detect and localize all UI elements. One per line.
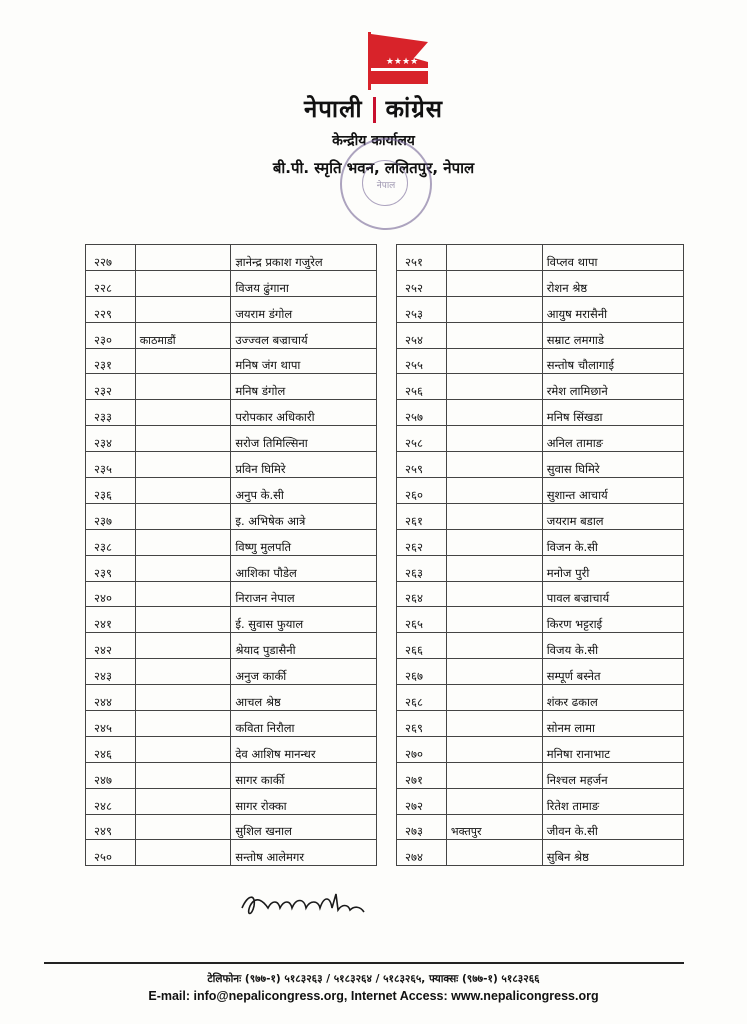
footer-divider [44,962,684,964]
row-number: २६२ [397,529,447,555]
row-number: २७१ [397,762,447,788]
district-cell [135,685,231,711]
row-number: २६७ [397,659,447,685]
member-name: विष्णु मुलपति [231,529,377,555]
row-number: २२८ [86,270,136,296]
district-cell [135,762,231,788]
district-cell [446,270,542,296]
member-name: निराजन नेपाल [231,581,377,607]
member-name: रितेश तामाङ [542,788,683,814]
table-row [86,607,377,633]
table-row [397,555,684,581]
member-name: अनिल तामाङ [542,426,683,452]
district-cell [135,529,231,555]
svg-text:★★★★: ★★★★ [385,57,419,67]
district-cell [446,503,542,529]
table-row [86,711,377,737]
district-cell [446,762,542,788]
table-row [397,270,684,296]
row-number: २६१ [397,503,447,529]
district-cell [135,633,231,659]
district-cell [135,711,231,737]
district-cell [446,633,542,659]
table-row [397,685,684,711]
member-name: पावल बज्राचार्य [542,581,683,607]
row-number: २७३ [397,814,447,840]
district-cell [135,400,231,426]
table-row [397,736,684,762]
member-name: अनुप के.सी [231,478,377,504]
member-name: अनुज कार्की [231,659,377,685]
member-name: आशिका पौडेल [231,555,377,581]
row-number: २७२ [397,788,447,814]
row-number: २५६ [397,374,447,400]
row-number: २३५ [86,452,136,478]
member-name: आयुष मरासैनी [542,296,683,322]
row-number: २५३ [397,296,447,322]
office-address: बी.पी. स्मृति भवन, ललितपुर, नेपाल [272,159,475,177]
district-cell [446,348,542,374]
member-name: सुशान्त आचार्य [542,478,683,504]
district-cell [446,711,542,737]
table-row [86,503,377,529]
district-cell [135,788,231,814]
district-cell [135,478,231,504]
row-number: २४३ [86,659,136,685]
row-number: २५० [86,840,136,866]
member-name: मनिष सिंखडा [542,400,683,426]
member-name: सागर कार्की [231,762,377,788]
table-row [397,711,684,737]
table-row [86,633,377,659]
row-number: २३३ [86,400,136,426]
footer-phone: टेलिफोनः (९७७-१) ५१८३२६३ / ५१८३२६४ / ५१८३२६५, फ्याक्सः (९७७-१) ५१८३२६६ [207,973,540,985]
member-name: सरोज तिमिल्सिना [231,426,377,452]
district-cell [135,270,231,296]
table-row [397,322,684,348]
district-cell [446,452,542,478]
row-number: २३६ [86,478,136,504]
row-number: २३९ [86,555,136,581]
row-number: २५४ [397,322,447,348]
member-name: सुबिन श्रेष्ठ [542,840,683,866]
row-number: २६८ [397,685,447,711]
table-row [397,426,684,452]
member-name: प्रविन घिमिरे [231,452,377,478]
district-cell [135,555,231,581]
district-cell [135,374,231,400]
member-name: मनिष डंगोल [231,374,377,400]
table-row [397,840,684,866]
row-number: २४८ [86,788,136,814]
district-cell [135,245,231,271]
table-row [397,581,684,607]
row-number: २५५ [397,348,447,374]
signature [238,886,388,922]
row-number: २७० [397,736,447,762]
member-name: सागर रोक्का [231,788,377,814]
district-cell [446,426,542,452]
table-row [86,529,377,555]
member-name: मनिषा रानाभाट [542,736,683,762]
row-number: २६३ [397,555,447,581]
row-number: २३७ [86,503,136,529]
member-name: सुवास घिमिरे [542,452,683,478]
row-number: २४२ [86,633,136,659]
table-row [86,478,377,504]
member-name: सम्पूर्ण बस्नेत [542,659,683,685]
member-name: कविता निरौला [231,711,377,737]
member-name: निश्चल महर्जन [542,762,683,788]
table-row [397,814,684,840]
table-row [397,400,684,426]
row-number: २४७ [86,762,136,788]
member-name: रमेश लामिछाने [542,374,683,400]
table-row [86,426,377,452]
member-name: सन्तोष आलेमगर [231,840,377,866]
district-cell [135,296,231,322]
member-name: रोशन श्रेष्ठ [542,270,683,296]
row-number: २३८ [86,529,136,555]
row-number: २७४ [397,840,447,866]
table-row [86,452,377,478]
district-cell [446,529,542,555]
district-cell [446,555,542,581]
row-number: २२९ [86,296,136,322]
district-cell [135,659,231,685]
row-number: २३० [86,322,136,348]
member-name: सन्तोष चौलागाई [542,348,683,374]
district-cell [446,400,542,426]
district-cell: काठमाडौं [135,322,231,348]
table-row [86,374,377,400]
row-number: २५९ [397,452,447,478]
table-row [86,348,377,374]
member-name: ज्ञानेन्द्र प्रकाश गजुरेल [231,245,377,271]
table-row [86,788,377,814]
table-row [86,840,377,866]
member-table-left [85,244,377,866]
seal-text: नेपाल [376,181,396,191]
district-cell [135,736,231,762]
table-row [86,400,377,426]
footer-email: E-mail: info@nepalicongress.org, Internet Access: www.nepalicongress.org [148,989,599,1003]
office-seal-stamp [340,138,432,230]
table-row [86,270,377,296]
table-row [397,374,684,400]
district-cell [446,736,542,762]
table-row [86,736,377,762]
row-number: २४४ [86,685,136,711]
table-row [86,555,377,581]
member-name: श्रेयाद पुडासैनी [231,633,377,659]
district-cell [135,814,231,840]
member-name: ई. सुवास फुयाल [231,607,377,633]
party-name-left: नेपाली [303,95,363,123]
table-row [397,452,684,478]
district-cell [446,659,542,685]
district-cell [135,452,231,478]
district-cell [446,296,542,322]
row-number: २४६ [86,736,136,762]
row-number: २३४ [86,426,136,452]
table-row [397,245,684,271]
table-row [397,633,684,659]
district-cell [135,581,231,607]
row-number: २६० [397,478,447,504]
row-number: २२७ [86,245,136,271]
row-number: २५८ [397,426,447,452]
row-number: २३२ [86,374,136,400]
table-row [397,659,684,685]
table-row [86,814,377,840]
district-cell [135,503,231,529]
party-flag-logo [362,28,436,92]
district-cell [446,478,542,504]
table-row [86,322,377,348]
member-name: सोनम लामा [542,711,683,737]
table-row [397,348,684,374]
member-name: विजन के.सी [542,529,683,555]
table-row [86,685,377,711]
district-cell [446,374,542,400]
member-name: विजय के.सी [542,633,683,659]
district-cell [135,840,231,866]
row-number: २४५ [86,711,136,737]
table-row [86,659,377,685]
member-name: जयराम डंगोल [231,296,377,322]
district-cell [446,322,542,348]
district-cell [135,426,231,452]
row-number: २४० [86,581,136,607]
member-name: जयराम बडाल [542,503,683,529]
member-name: देव आशिष मानन्धर [231,736,377,762]
row-number: २६४ [397,581,447,607]
table-row [397,788,684,814]
member-name: विप्लव थापा [542,245,683,271]
member-name: किरण भट्टराई [542,607,683,633]
member-name: शंकर ढकाल [542,685,683,711]
table-row [397,478,684,504]
member-name: सम्राट लमगाडे [542,322,683,348]
district-cell: भक्तपुर [446,814,542,840]
district-cell [446,788,542,814]
row-number: २६५ [397,607,447,633]
member-name: मनिष जंग थापा [231,348,377,374]
district-cell [446,245,542,271]
table-row [86,296,377,322]
member-name: परोपकार अधिकारी [231,400,377,426]
member-name: सुशिल खनाल [231,814,377,840]
office-title: केन्द्रीय कार्यालय [332,133,415,149]
table-row [397,503,684,529]
table-row [397,529,684,555]
member-name: विजय ढुंगाना [231,270,377,296]
district-cell [446,685,542,711]
table-row [397,762,684,788]
party-name-right: कांग्रेस [385,95,444,123]
flag-pole-divider [373,97,376,123]
table-row [86,581,377,607]
table-row [86,245,377,271]
member-table-right [396,244,684,866]
row-number: २३१ [86,348,136,374]
row-number: २४१ [86,607,136,633]
table-row [397,296,684,322]
table-row [86,762,377,788]
row-number: २५७ [397,400,447,426]
district-cell [135,607,231,633]
member-name: मनोज पुरी [542,555,683,581]
district-cell [135,348,231,374]
party-name [0,92,747,125]
table-row [397,607,684,633]
district-cell [446,581,542,607]
member-name: आचल श्रेष्ठ [231,685,377,711]
district-cell [446,607,542,633]
member-name: जीवन के.सी [542,814,683,840]
row-number: २४९ [86,814,136,840]
row-number: २६६ [397,633,447,659]
member-name: इ. अभिषेक आत्रे [231,503,377,529]
row-number: २६९ [397,711,447,737]
member-name: उज्ज्वल बज्राचार्य [231,322,377,348]
district-cell [446,840,542,866]
row-number: २५२ [397,270,447,296]
row-number: २५१ [397,245,447,271]
